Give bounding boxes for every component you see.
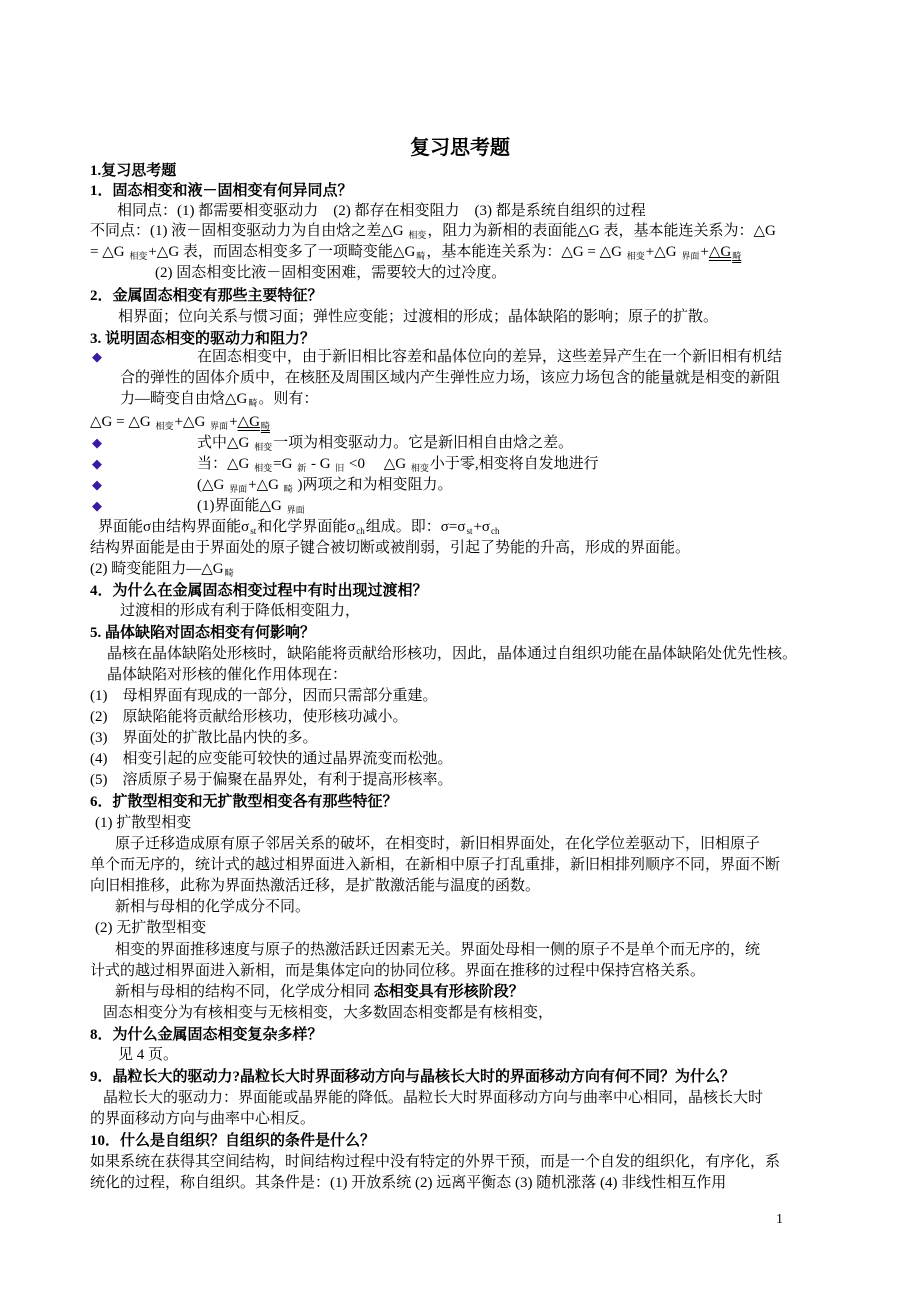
text-line	[95, 813, 191, 833]
text-segment: = △G	[90, 244, 129, 260]
subscript: 界面	[286, 505, 305, 515]
text-segment: 晶体缺陷对形核的催化作用体现在：	[107, 667, 348, 683]
subscript: 新	[297, 463, 307, 473]
text-segment: 式中△G	[197, 435, 254, 451]
question-heading	[90, 1131, 375, 1151]
subscript: ch	[356, 526, 365, 536]
text-line	[120, 368, 780, 388]
text-line	[90, 1109, 315, 1129]
text-segment: 4．为什么在金属固态相变过程中有时出现过渡相？	[90, 583, 428, 599]
subscript: 畸	[416, 251, 426, 261]
text-segment: +σ	[473, 519, 490, 535]
text-segment: 2．金属固态相变有那些主要特征？	[90, 288, 323, 304]
text-line	[115, 834, 760, 854]
subscript: st	[466, 526, 473, 536]
text-segment: <0 △G	[345, 456, 410, 472]
text-segment: 不同点：(1) 液－固相变驱动力为自由焓之差△G	[90, 223, 408, 239]
text-segment: +△G	[248, 477, 283, 493]
text-line	[95, 918, 206, 938]
text-segment: 固态相变分为有核相变与无核相变，大多数固态相变都是有核相变，	[103, 1005, 554, 1021]
text-line	[197, 347, 782, 367]
text-segment: 9．晶粒长大的驱动力?晶粒长大时界面移动方向与晶核长大时的界面移动方向有何不同？为什么？	[90, 1069, 736, 1085]
question-heading	[90, 581, 428, 601]
text-segment: +△G 表，而固态相变多了一项畸变能△G	[148, 244, 416, 260]
subscript: st	[250, 526, 257, 536]
text-segment: (4) 相变引起的应变能可较快的通过晶界流变而松弛。	[90, 751, 453, 767]
subscript: 相变	[626, 251, 645, 261]
text-segment: 。则有：	[258, 391, 319, 407]
text-segment: 向旧相推移，此称为界面热激活迁移，是扩散激活能与温度的函数。	[90, 878, 541, 894]
diamond-bullet-icon: ◆	[92, 477, 102, 492]
text-line	[90, 559, 235, 583]
text-segment: 当：△G	[197, 456, 254, 472]
text-line	[107, 644, 797, 664]
subscript: 界面	[210, 421, 229, 431]
text-segment: 1.复习思考题	[90, 163, 177, 179]
text-segment: 8．为什么金属固态相变复杂多样？	[90, 1027, 323, 1043]
text-segment: 统化的过程，称自组织。其条件是：(1) 开放系统 (2) 远离平衡态 (3) 随机涨落 (4) 非线性相互作用	[90, 1175, 727, 1191]
text-line	[118, 1045, 178, 1065]
subscript: 旧	[335, 463, 345, 473]
text-segment: 单个而无序的，统计式的越过相界面进入新相，在新相中原子打乱重排，新旧相排列顺序不同，界面不断	[90, 857, 781, 873]
text-segment: (1) 扩散型相变	[95, 815, 192, 831]
subscript: 畸	[224, 568, 234, 578]
text-segment: 相同点：(1) 都需要相变驱动力 (2) 都存在相变阻力 (3) 都是系统自组织的过程	[117, 203, 646, 219]
text-segment: 见 4 页。	[118, 1047, 179, 1063]
text-segment: 在固态相变中，由于新旧相比容差和晶体位向的差异，这些差异产生在一个新旧相有机结	[197, 349, 783, 365]
text-line	[90, 538, 690, 558]
subscript: 相变	[254, 463, 273, 473]
diamond-bullet-icon: ◆	[92, 349, 102, 364]
text-segment: (2) 固态相变比液－固相变困难，需要较大的过冷度。	[155, 265, 507, 281]
text-segment: 过渡相的形成有利于降低相变阻力，	[120, 603, 361, 619]
text-segment: 6．扩散型相变和无扩散型相变各有那些特征？	[90, 794, 398, 810]
text-segment: 新相与母相的结构不同，化学成分相同	[115, 984, 374, 1000]
text-segment: (1)界面能△G	[197, 498, 286, 514]
text-line	[103, 1088, 763, 1108]
document-title: 复习思考题	[410, 137, 510, 159]
text-segment: 小于零,相变将自发地进行	[429, 456, 599, 472]
text-line	[107, 665, 347, 685]
question-heading	[90, 792, 398, 812]
subscript: ch	[491, 526, 500, 536]
subscript: 相变	[408, 230, 427, 240]
question-heading	[90, 1067, 735, 1087]
diamond-bullet-icon: ◆	[92, 456, 102, 471]
text-segment: △G = △G	[90, 414, 155, 430]
subscript: 相变	[254, 442, 273, 452]
text-line	[90, 1173, 726, 1193]
diamond-bullet-icon: ◆	[92, 435, 102, 450]
text-line	[90, 855, 780, 875]
text-segment: =G	[273, 456, 297, 472]
text-segment: (3) 界面处的扩散比晶内快的多。	[90, 730, 318, 746]
text-line	[90, 1152, 780, 1172]
text-segment: +△G	[645, 244, 681, 260]
text-segment: 一项为相变驱动力。它是新旧相自由焓之差。	[273, 435, 574, 451]
text-line	[90, 749, 453, 769]
text-line	[90, 876, 540, 896]
text-line	[90, 961, 705, 981]
text-segment: 10．什么是自组织？自组织的条件是什么？	[90, 1133, 376, 1149]
question-heading	[90, 623, 315, 643]
subscript: 相变	[410, 463, 429, 473]
text-line	[115, 940, 760, 960]
text-segment: 5. 晶体缺陷对固态相变有何影响？	[90, 625, 316, 641]
text-segment: 组成。即：σ=σ	[365, 519, 466, 535]
page-number: 1	[776, 1212, 783, 1227]
subscript: 界面	[229, 484, 248, 494]
text-segment: (△G	[197, 477, 229, 493]
text-segment: )两项之和为相变阻力。	[293, 477, 453, 493]
subscript: 相变	[155, 421, 174, 431]
text-line	[90, 707, 408, 727]
text-segment: 3. 说明固态相变的驱动力和阻力？	[90, 331, 316, 347]
text-segment: 1．固态相变和液－固相变有何异同点？	[90, 183, 353, 199]
text-segment: (1) 母相界面有现成的一部分，因而只需部分重建。	[90, 688, 438, 704]
question-heading	[90, 329, 315, 349]
text-segment: ，阻力为新相的表面能△G 表，基本能连关系为：△G	[427, 223, 776, 239]
text-segment: (5) 溶质原子易于偏聚在晶界处，有利于提高形核率。	[90, 772, 453, 788]
text-segment: - G	[307, 456, 335, 472]
text-segment: 如果系统在获得其空间结构，时间结构过程中没有特定的外界干预，而是一个自发的组织化，有序化，系	[90, 1154, 781, 1170]
text-segment: 原子迁移造成原有原子邻居关系的破坏，在相变时，新旧相界面处，在化学位差驱动下，旧相原子	[115, 836, 761, 852]
text-segment: 计式的越过相界面进入新相，而是集体定向的协同位移。界面在推移的过程中保持宫格关系。	[90, 963, 706, 979]
underlined-term: △G	[237, 414, 260, 430]
text-segment: 和化学界面能σ	[257, 519, 356, 535]
bold-text: 态相变具有形核阶段？	[373, 984, 524, 1000]
question-heading	[90, 161, 176, 181]
text-segment: 相变的界面推移速度与原子的热激活跃迁因素无关。界面处母相一侧的原子不是单个而无序的，统	[115, 942, 761, 958]
text-segment: ，基本能连关系为：△G = △G	[426, 244, 626, 260]
underlined-term: △G	[708, 244, 732, 260]
text-line	[118, 307, 718, 327]
text-segment: 晶粒长大的驱动力：界面能或晶界能的降低。晶粒长大时界面移动方向与曲率中心相同，晶核长大时	[103, 1090, 764, 1106]
text-segment: +	[229, 414, 238, 430]
text-segment: 合的弹性的固体介质中，在核胚及周围区域内产生弹性应力场，该应力场包含的能量就是相变的新阻	[120, 370, 781, 386]
text-line	[155, 263, 506, 283]
text-segment: 的界面移动方向与曲率中心相反。	[90, 1111, 316, 1127]
subscript: 畸	[260, 421, 270, 431]
text-segment: 界面能σ由结构界面能σ	[98, 519, 250, 535]
text-line	[90, 728, 318, 748]
text-segment: 结构界面能是由于界面处的原子键合被切断或被削弱，引起了势能的升高，形成的界面能。	[90, 540, 691, 556]
text-segment: 新相与母相的化学成分不同。	[115, 899, 311, 915]
text-line	[103, 1003, 553, 1023]
subscript: 相变	[129, 251, 148, 261]
question-heading	[90, 181, 353, 201]
text-segment: (2) 无扩散型相变	[95, 920, 207, 936]
subscript: 界面	[681, 251, 700, 261]
text-segment: 晶核在晶体缺陷处形核时，缺陷能将贡献给形核功，因此，晶体通过自组织功能在晶体缺陷处优先性核。	[107, 646, 798, 662]
text-line	[120, 389, 318, 413]
subscript: 畸	[283, 484, 293, 494]
diamond-bullet-icon: ◆	[92, 498, 102, 513]
text-line	[115, 897, 310, 917]
text-segment: 相界面；位向关系与惯习面；弹性应变能；过渡相的形成；晶体缺陷的影响；原子的扩散。	[118, 309, 719, 325]
question-heading	[90, 286, 323, 306]
question-heading	[90, 1025, 323, 1045]
text-segment: +△G	[174, 414, 210, 430]
text-segment: (2) 原缺陷能将贡献给形核功，使形核功减小。	[90, 709, 408, 725]
text-segment: 力—畸变自由焓△G	[120, 391, 248, 407]
subscript: 畸	[732, 251, 742, 261]
text-segment: +	[700, 244, 709, 260]
text-segment: (2) 畸变能阻力—△G	[90, 561, 224, 577]
text-line	[90, 770, 453, 790]
text-line	[115, 982, 524, 1002]
text-line	[90, 686, 438, 706]
text-line	[117, 201, 646, 221]
subscript: 畸	[248, 398, 258, 408]
text-line	[120, 601, 360, 621]
